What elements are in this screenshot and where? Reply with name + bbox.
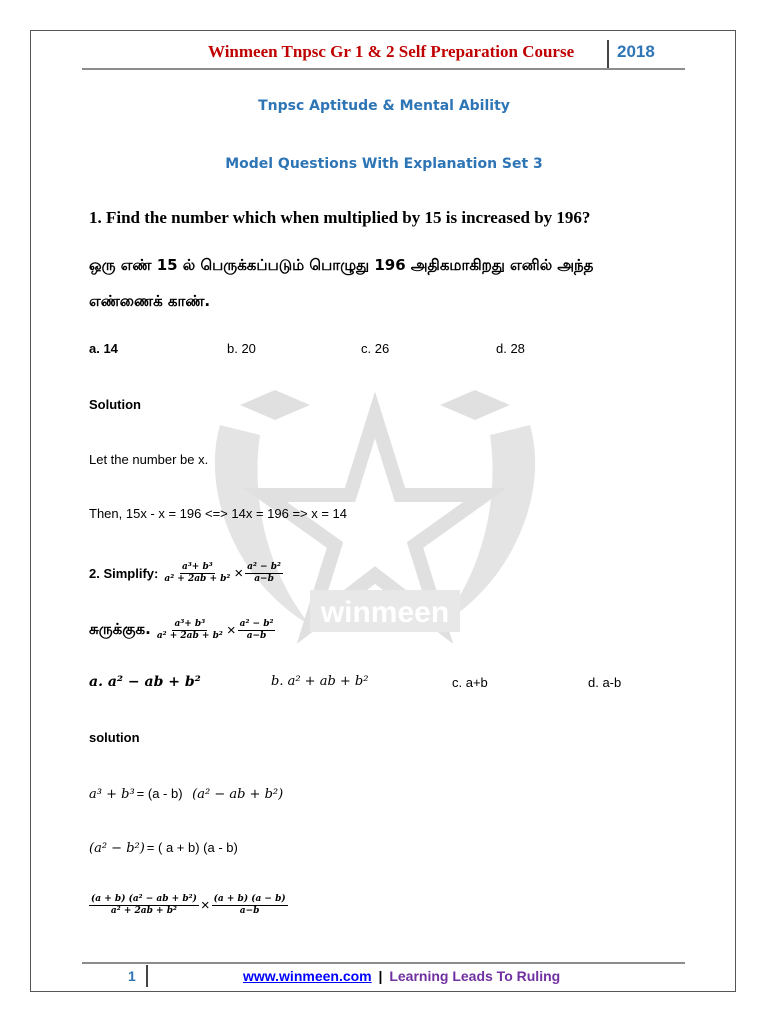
q2-frac1-den: a² + 2ab + b²	[164, 573, 231, 584]
q1-option-b: b. 20	[227, 341, 256, 356]
q2-frac1-num: a³+ b³	[182, 561, 213, 572]
q2-tamil-prefix: சுருக்குக.	[89, 620, 151, 638]
times-sign: ×	[200, 896, 210, 914]
header-year: 2018	[617, 42, 655, 61]
header-rule	[82, 68, 685, 70]
q2-sol-fraction-1	[89, 894, 199, 917]
q2-frac2-num: a² − b²	[247, 561, 281, 572]
q2-tamil-frac1-num: a³+ b³	[174, 618, 206, 629]
q1-option-d: d. 28	[496, 341, 525, 356]
footer-tagline: Learning Leads To Ruling	[389, 968, 561, 984]
q2-solution-line1: a³ + b³ = (a - b) (a² − ab + b²)	[89, 786, 284, 802]
q2-fraction-1	[162, 562, 232, 585]
q1-text: 1. Find the number which when multiplied by 15 is increased by 196?	[89, 208, 591, 227]
q2-sol-frac1-num: (a + b) (a² − ab + b²)	[91, 893, 197, 904]
times-sign: ×	[226, 621, 236, 639]
q2-tamil-frac1-den: a² + 2ab + b²	[156, 630, 223, 641]
footer-separator	[146, 965, 148, 987]
q2-option-a: a. a² − ab + b²	[89, 674, 201, 690]
q2-tamil-simplify	[89, 613, 275, 647]
q2-simplify	[89, 556, 283, 590]
set-heading: Model Questions With Explanation Set 3	[225, 156, 543, 172]
watermark-text: winmeen	[320, 596, 450, 629]
q2-option-b: b. a² + ab + b²	[271, 674, 369, 689]
q2-option-d: d. a-b	[588, 675, 622, 690]
q2-solution-label: solution	[89, 730, 140, 745]
header-separator	[607, 40, 609, 70]
q2-tamil-frac2-den: a−b	[246, 630, 267, 641]
q2-solution-line2: (a² − b²) = ( a + b) (a - b)	[89, 840, 238, 856]
footer-url-link[interactable]: www.winmeen.com	[243, 968, 372, 984]
q1-option-c: c. 26	[361, 341, 390, 356]
q2-frac2-den: a−b	[254, 573, 274, 584]
q2-sol-frac2-den: a−b	[239, 905, 260, 916]
q2-solution-expression	[89, 888, 288, 922]
footer-rule	[82, 962, 685, 964]
q2-sol-frac2-num: (a + b) (a − b)	[213, 893, 286, 904]
q2-option-c: c. a+b	[452, 675, 488, 690]
q2-prefix: 2. Simplify:	[89, 565, 159, 581]
page-number: 1	[128, 968, 136, 984]
q2-sol-fraction-2	[212, 894, 288, 917]
q2-sol-frac1-den: a² + 2ab + b²	[110, 905, 177, 916]
q1-solution-line2: Then, 15x - x = 196 <=> 14x = 196 => x = 14	[89, 506, 348, 521]
q1-option-a: a. 14	[89, 341, 118, 356]
q2-tamil-fraction-2	[238, 619, 276, 642]
q1-tamil-line1: ஒரு எண் 15 ல் பெருக்கப்படும் பொழுது 196 அதிகமாகிறது எனில் அந்த	[89, 256, 594, 274]
q2-tamil-fraction-1	[155, 619, 225, 642]
q1-solution-label: Solution	[89, 397, 141, 412]
footer-links	[243, 968, 560, 984]
q2-fraction-2	[245, 562, 283, 585]
times-sign: ×	[234, 564, 244, 582]
header-title: Winmeen Tnpsc Gr 1 & 2 Self Preparation Course	[208, 42, 575, 61]
subject-heading: Tnpsc Aptitude & Mental Ability	[258, 98, 510, 114]
footer-separator-text: |	[378, 968, 383, 984]
q2-tamil-frac2-num: a² − b²	[239, 618, 274, 629]
q1-solution-line1: Let the number be x.	[89, 452, 209, 467]
q1-tamil-line2: எண்ணைக் காண்.	[89, 292, 211, 310]
